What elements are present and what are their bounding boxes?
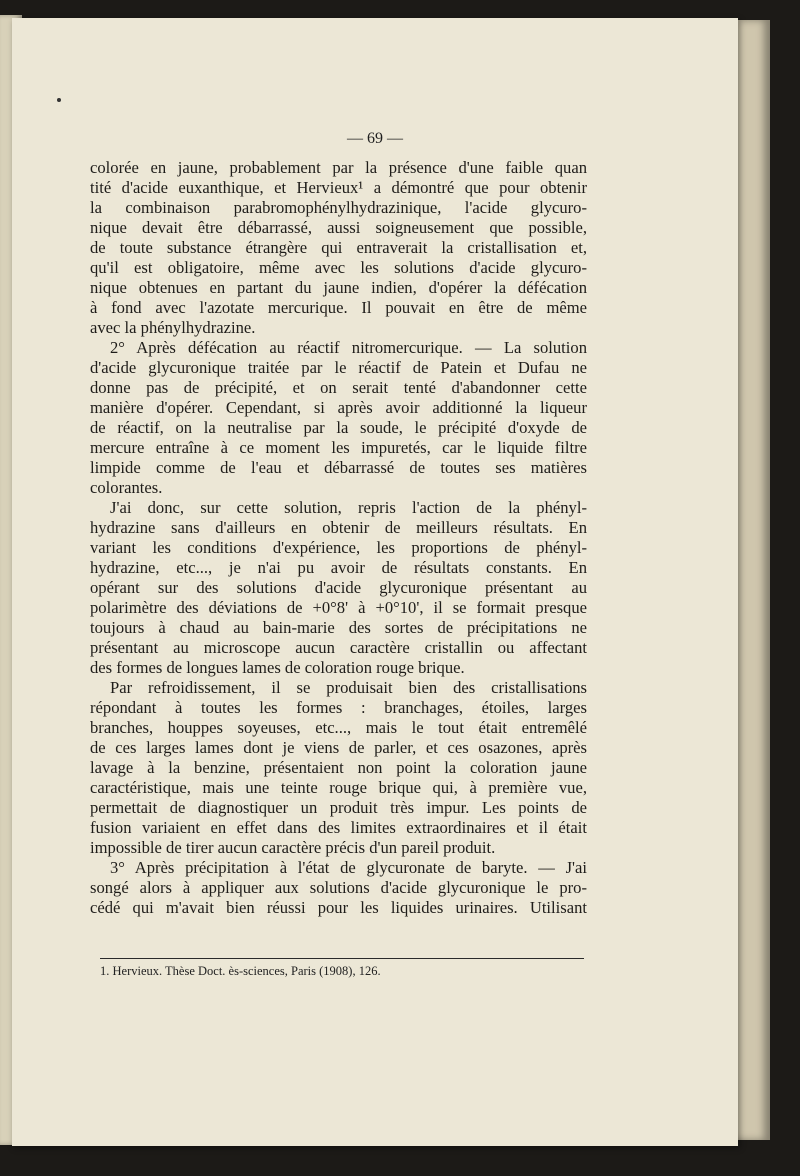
- text-line: branches, houppes soyeuses, etc..., mais le tout était entremêlé: [90, 718, 587, 737]
- text-line: impossible de tirer aucun caractère précis d'un pareil produit.: [90, 838, 496, 857]
- text-line: nique devait être débarrassé, aussi soigneusement que possible,: [90, 218, 587, 237]
- ink-dot: [57, 98, 61, 102]
- text-line: présentant au microscope aucun caractère cristallin ou affectant: [90, 638, 587, 657]
- text-line: mercure entraîne à ce moment les impuretés, car le liquide filtre: [90, 438, 587, 457]
- footnote-rule: [100, 958, 584, 959]
- text-line: songé alors à appliquer aux solutions d'acide glycuronique le pro-: [90, 878, 587, 897]
- text-line: 2° Après défécation au réactif nitromercurique. — La solution: [110, 338, 587, 357]
- text-line: manière d'opérer. Cependant, si après avoir additionné la liqueur: [90, 398, 587, 417]
- text-line: lavage à la benzine, présentaient non point la coloration jaune: [90, 758, 587, 777]
- text-line: J'ai donc, sur cette solution, repris l'action de la phényl-: [110, 498, 587, 517]
- text-line: permettait de diagnostiquer un produit très impur. Les points de: [90, 798, 587, 817]
- body-text: [90, 158, 587, 918]
- text-line: des formes de longues lames de coloration rouge brique.: [90, 658, 465, 677]
- book-page: [12, 18, 738, 1146]
- text-line: Par refroidissement, il se produisait bien des cristallisations: [110, 678, 587, 697]
- text-line: tité d'acide euxanthique, et Hervieux¹ a démontré que pour obtenir: [90, 178, 587, 197]
- text-line: donne pas de précipité, et on serait tenté d'abandonner cette: [90, 378, 587, 397]
- text-line: hydrazine sans d'ailleurs en obtenir de meilleurs résultats. En: [90, 518, 587, 537]
- page-number: — 69 —: [347, 130, 403, 147]
- text-line: variant les conditions d'expérience, les proportions de phényl-: [90, 538, 587, 557]
- text-line: caractéristique, mais une teinte rouge brique qui, à première vue,: [90, 778, 587, 797]
- text-line: opérant sur des solutions d'acide glycuronique présentant au: [90, 578, 587, 597]
- text-line: d'acide glycuronique traitée par le réactif de Patein et Dufau ne: [90, 358, 587, 377]
- text-line: de réactif, on la neutralise par la soude, le précipité d'oxyde de: [90, 418, 587, 437]
- text-line: colorée en jaune, probablement par la présence d'une faible quan: [90, 158, 587, 177]
- text-line: avec la phénylhydrazine.: [90, 318, 256, 337]
- text-line: de ces larges lames dont je viens de parler, et ces osazones, après: [90, 738, 587, 757]
- text-line: de toute substance étrangère qui entraverait la cristallisation et,: [90, 238, 587, 257]
- text-line: colorantes.: [90, 478, 163, 497]
- text-line: hydrazine, etc..., je n'ai pu avoir de résultats constants. En: [90, 558, 587, 577]
- text-line: qu'il est obligatoire, même avec les solutions d'acide glycuro-: [90, 258, 587, 277]
- text-line: nique obtenues en partant du jaune indien, d'opérer la défécation: [90, 278, 587, 297]
- text-line: à fond avec l'azotate mercurique. Il pouvait en être de même: [90, 298, 587, 317]
- text-line: limpide comme de l'eau et débarrassé de toutes ses matières: [90, 458, 587, 477]
- footnote: 1. Hervieux. Thèse Doct. ès-sciences, Paris (1908), 126.: [100, 964, 381, 978]
- text-line: 3° Après précipitation à l'état de glycuronate de baryte. — J'ai: [110, 858, 587, 877]
- text-line: cédé qui m'avait bien réussi pour les liquides urinaires. Utilisant: [90, 898, 587, 917]
- text-line: polarimètre des déviations de +0°8' à +0°10', il se formait presque: [90, 598, 587, 617]
- text-line: répondant à toutes les formes : branchages, étoiles, larges: [90, 698, 587, 717]
- text-line: la combinaison parabromophénylhydrazinique, l'acide glycuro-: [90, 198, 587, 217]
- text-line: fusion variaient en effet dans des limites extraordinaires et il était: [90, 818, 587, 837]
- text-line: toujours à chaud au bain-marie des sortes de précipitations ne: [90, 618, 587, 637]
